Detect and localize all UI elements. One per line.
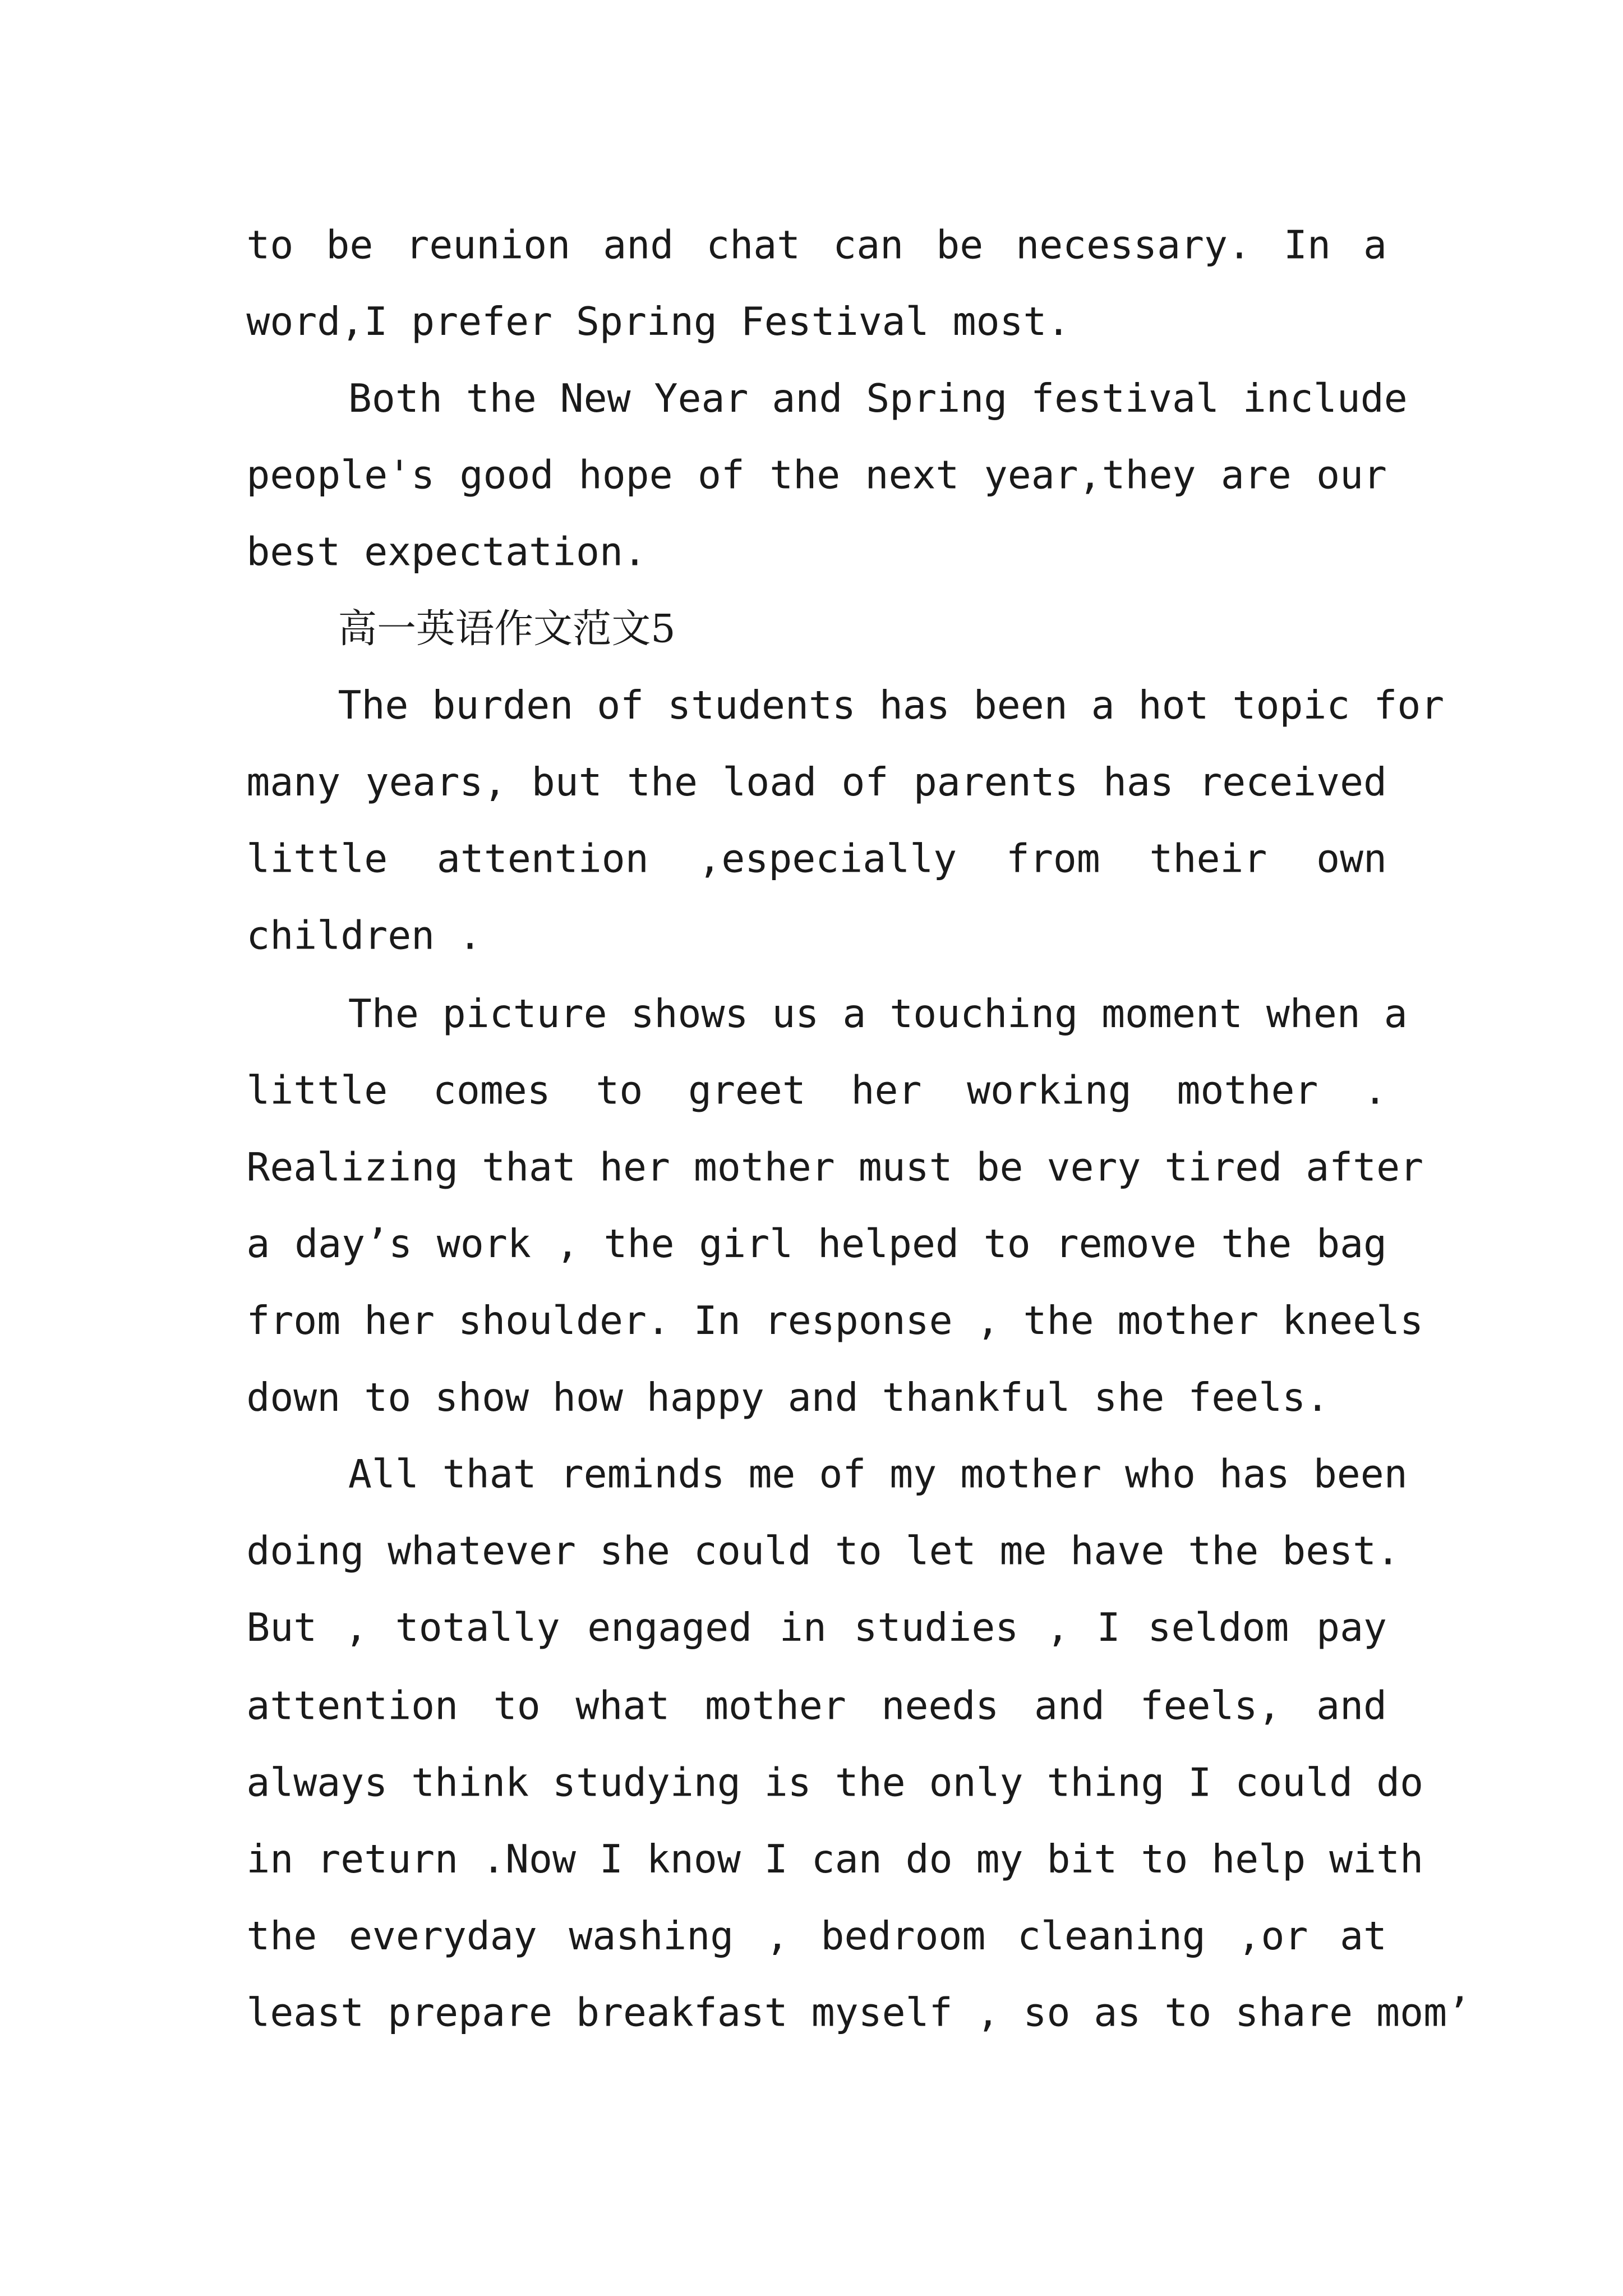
text-line: least prepare breakfast myself , so as to share mom’ bbox=[246, 1990, 1471, 2037]
text-line: The picture shows us a touching moment when a bbox=[348, 991, 1408, 1038]
text-line: little comes to greet her working mother . bbox=[246, 1068, 1387, 1115]
text-line: from her shoulder. In response , the mother kneels bbox=[246, 1298, 1424, 1345]
section-heading: 高一英语作文范文5 bbox=[338, 606, 676, 652]
text-line: people's good hope of the next year,they are our bbox=[246, 453, 1387, 499]
text-line: Both the New Year and Spring festival include bbox=[348, 376, 1408, 422]
text-line: many years, but the load of parents has received bbox=[246, 760, 1387, 806]
text-line: best expectation. bbox=[246, 530, 647, 576]
text-line: attention to what mother needs and feels, and bbox=[246, 1683, 1387, 1729]
text-line: doing whatever she could to let me have the best. bbox=[246, 1529, 1400, 1575]
text-line: little attention ,especially from their own bbox=[246, 836, 1387, 883]
text-line: children . bbox=[246, 913, 482, 959]
text-line: All that reminds me of my mother who has been bbox=[348, 1452, 1408, 1498]
text-line: always think studying is the only thing I could do bbox=[246, 1760, 1424, 1806]
text-line: The burden of students has been a hot topic for bbox=[338, 683, 1445, 729]
text-line: the everyday washing , bedroom cleaning ,or at bbox=[246, 1913, 1387, 1960]
text-line: to be reunion and chat can be necessary. In a bbox=[246, 223, 1387, 269]
text-line: But , totally engaged in studies , I seldom pay bbox=[246, 1605, 1387, 1651]
text-line: word,I prefer Spring Festival most. bbox=[246, 299, 1071, 346]
text-line: a day’s work , the girl helped to remove the bag bbox=[246, 1222, 1387, 1268]
text-line: down to show how happy and thankful she feels. bbox=[246, 1375, 1330, 1421]
text-line: Realizing that her mother must be very tired after bbox=[246, 1145, 1424, 1191]
text-line: in return .Now I know I can do my bit to help with bbox=[246, 1837, 1424, 1883]
